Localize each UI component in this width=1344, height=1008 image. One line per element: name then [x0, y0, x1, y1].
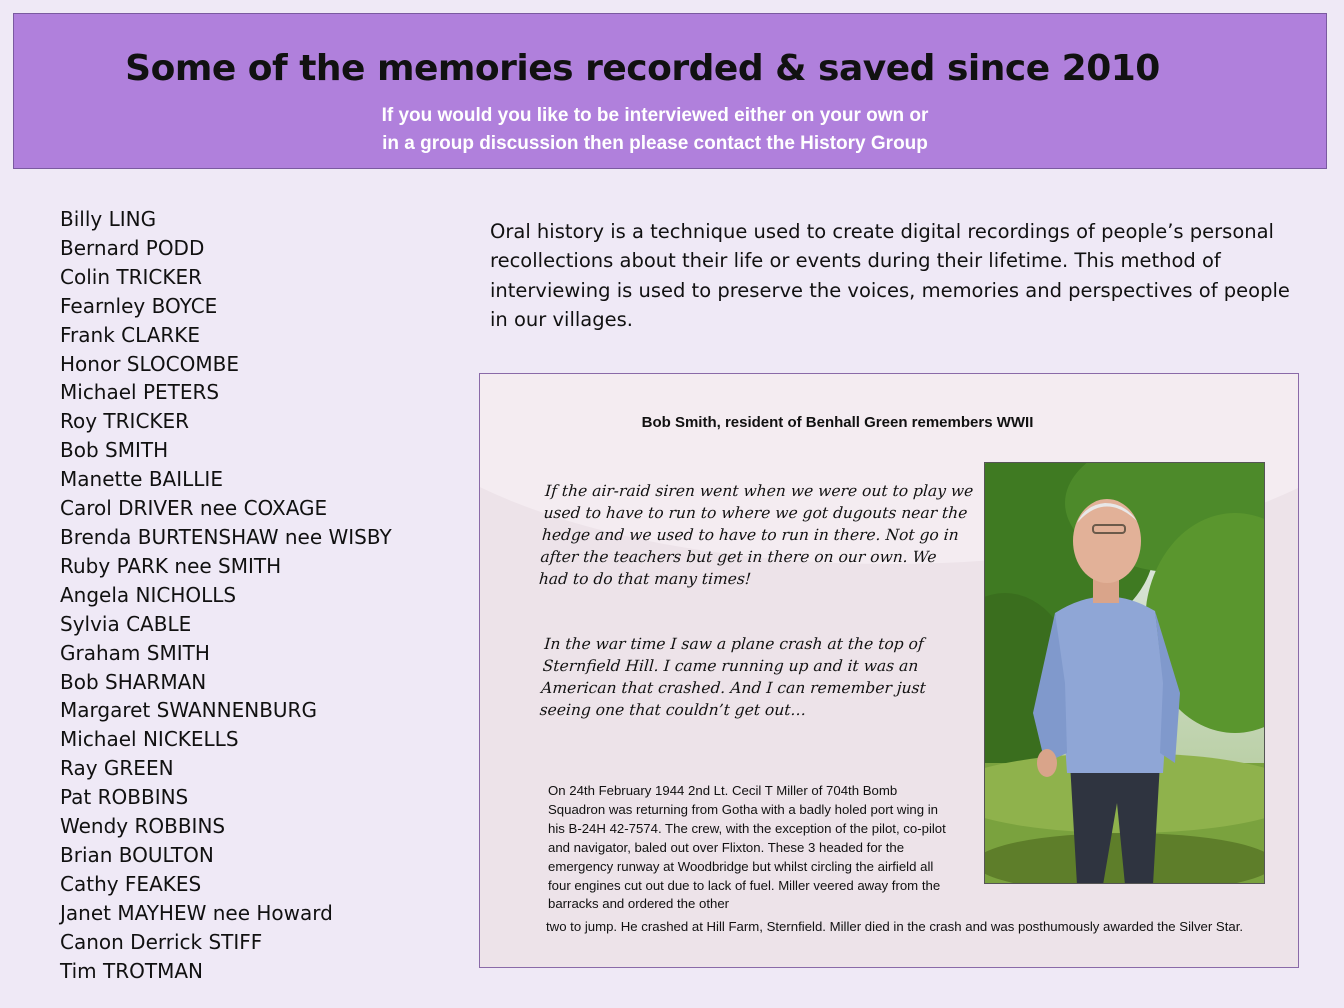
interviewee-name: Michael PETERS: [60, 380, 220, 405]
interviewee-name: Canon Derrick STIFF: [60, 929, 263, 954]
page-title: Some of the memories recorded & saved since 2010: [125, 48, 1160, 89]
interviewee-name: Frank CLARKE: [60, 322, 201, 347]
quote-air-raid: If the air-raid siren went when we were out to play we used to have to run to where we got dugouts near the hedge and we used to have to run in there. Not go in after the teachers but get in there on our own. We had to do that many times!: [538, 482, 974, 588]
interviewee-name: Billy LING: [60, 207, 157, 231]
header-banner: [13, 13, 1327, 169]
card-title: Bob Smith, resident of Benhall Green remembers WWII: [641, 414, 1034, 431]
interviewee-name: Brenda BURTENSHAW nee WISBY: [60, 524, 392, 549]
quote-plane-crash: In the war time I saw a plane crash at the top of Sternfield Hill. I came running up and it was an American that crashed. And I can remember just seeing one that couldn’t get out…: [539, 635, 927, 719]
story-text-tail: two to jump. He crashed at Hill Farm, Sternfield. Miller died in the crash and was posthumously awarded the Silver Star.: [546, 919, 1244, 934]
interviewee-name: Sylvia CABLE: [60, 611, 192, 636]
portrait-photo: [984, 462, 1265, 884]
interviewee-name: Michael NICKELLS: [60, 727, 239, 752]
interviewee-name: Tim TROTMAN: [60, 958, 203, 983]
interviewee-name: Bernard PODD: [60, 235, 205, 260]
interviewee-name: Angela NICHOLLS: [60, 582, 237, 607]
memory-card: [479, 373, 1299, 968]
subtitle-line-2: in a group discussion then please contact the History Group: [382, 133, 928, 154]
interviewee-name: Janet MAYHEW nee Howard: [60, 900, 333, 925]
interviewee-name: Roy TRICKER: [60, 409, 190, 434]
interviewee-list: [60, 205, 392, 985]
interviewee-name: Brian BOULTON: [60, 842, 214, 867]
interviewee-name: Honor SLOCOMBE: [60, 351, 239, 376]
story-text: On 24th February 1944 2nd Lt. Cecil T Miller of 704th Bomb Squadron was returning from Gotha with a badly holed port wing in his B-24H 42-7574. The crew, with the exception of the pilot, co-pilot and navigator, baled out over Flixton. These 3 headed for the emergency runway at Woodbridge but whilst circling the airfield all four engines cut out due to lack of fuel. Miller veered away from the barracks and ordered the other: [548, 783, 946, 912]
subtitle-line-1: If you would you like to be interviewed either on your own or: [381, 105, 929, 126]
intro-paragraph: Oral history is a technique used to create digital recordings of people’s personal recollections about their life or events during their lifetime. This method of interviewing is used to preserve the voices, memories and perspectives of people in our villages.: [490, 220, 1290, 331]
interviewee-name: Graham SMITH: [60, 640, 210, 665]
interviewee-name: Wendy ROBBINS: [60, 814, 226, 839]
interviewee-name: Bob SMITH: [60, 438, 169, 463]
interviewee-name: Pat ROBBINS: [60, 785, 189, 810]
interviewee-name: Cathy FEAKES: [60, 871, 202, 896]
interviewee-name: Manette BAILLIE: [60, 467, 223, 492]
page-subtitle: [14, 102, 1326, 158]
portrait-illustration: [985, 463, 1265, 884]
interviewee-name: Ruby PARK nee SMITH: [60, 553, 282, 578]
interviewee-name: Carol DRIVER nee COXAGE: [60, 496, 328, 521]
interviewee-name: Colin TRICKER: [60, 264, 202, 289]
interviewee-name: Margaret SWANNENBURG: [60, 698, 317, 723]
interviewee-name: Fearnley BOYCE: [60, 293, 218, 318]
interviewee-name: Ray GREEN: [60, 756, 174, 781]
interviewee-name: Bob SHARMAN: [60, 669, 207, 694]
